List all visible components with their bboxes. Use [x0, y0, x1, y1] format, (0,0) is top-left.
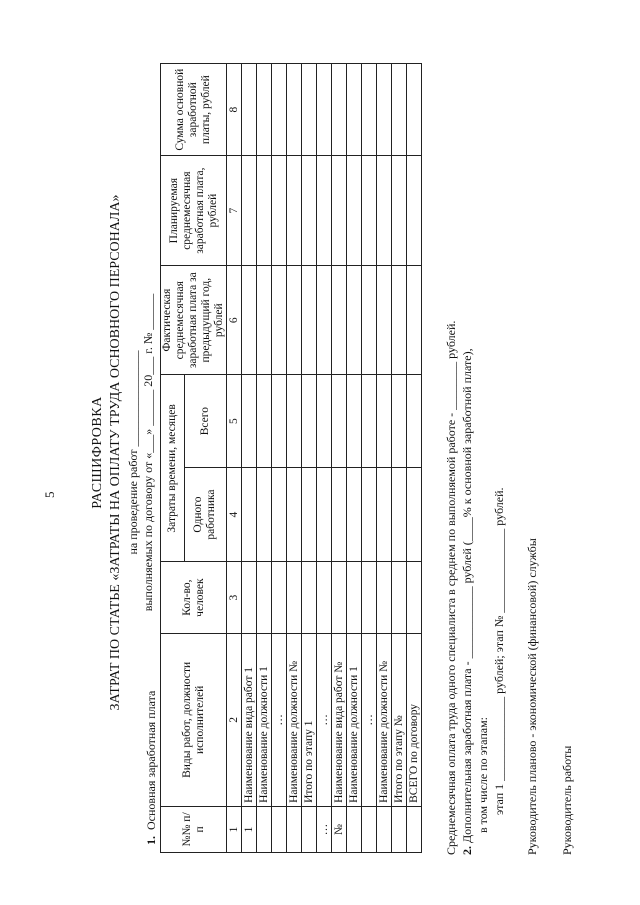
row-cell [287, 467, 302, 562]
row-cell [317, 562, 332, 634]
row-cell [407, 64, 422, 156]
stages-intro: в том числе по этапам: [476, 716, 490, 833]
row-cell [362, 156, 377, 266]
section-heading [144, 691, 159, 845]
additional-salary-text: Дополнительная заработная плата - ____________ рублей (____% к основной заработной плате), [460, 348, 474, 843]
row-cell [407, 375, 422, 467]
row-name: Итого по этапу № [392, 633, 407, 806]
row-cell [287, 156, 302, 266]
row-cell [317, 375, 332, 467]
row-number: 1 [242, 806, 257, 852]
row-name: … [272, 633, 287, 806]
table-row [392, 64, 407, 853]
table-row [272, 64, 287, 853]
table-row [257, 64, 272, 853]
row-cell [257, 265, 272, 375]
row-cell [317, 156, 332, 266]
row-cell [377, 156, 392, 266]
col-header-num: №№ п/п [161, 806, 227, 852]
row-cell [362, 467, 377, 562]
table-header-row [161, 64, 185, 853]
row-cell [377, 375, 392, 467]
table-row [287, 64, 302, 853]
row-cell [317, 467, 332, 562]
row-cell [377, 562, 392, 634]
signature-work-head: Руководитель работы [560, 745, 574, 855]
row-number [287, 806, 302, 852]
row-name: Наименование должности 1 [257, 633, 272, 806]
row-cell [287, 64, 302, 156]
row-number [272, 806, 287, 852]
table-body [242, 64, 422, 853]
row-cell [242, 467, 257, 562]
row-name: ВСЕГО по договору [407, 633, 422, 806]
col-header-time-total: Всего [184, 375, 226, 467]
row-cell [272, 265, 287, 375]
row-cell [332, 467, 347, 562]
row-cell [347, 562, 362, 634]
row-cell [332, 375, 347, 467]
doc-title: РАСШИФРОВКА [90, 396, 105, 509]
row-cell [332, 156, 347, 266]
row-number [407, 806, 422, 852]
row-cell [377, 467, 392, 562]
table-row [347, 64, 362, 853]
row-cell [242, 375, 257, 467]
col-header-sum: Сумма основной заработной платы, рублей [161, 64, 227, 156]
col-header-count: Кол-во, человек [161, 562, 227, 634]
table-row [377, 64, 392, 853]
row-cell [272, 156, 287, 266]
col-header-fact: Фактическая среднемесячная заработная плата за предыдущий год, рублей [161, 265, 227, 375]
row-cell [362, 375, 377, 467]
row-cell [332, 64, 347, 156]
additional-salary-line [460, 348, 475, 855]
row-cell [257, 562, 272, 634]
row-cell [302, 156, 317, 266]
row-cell [242, 562, 257, 634]
col-number: 6 [227, 265, 242, 375]
col-number: 2 [227, 633, 242, 806]
row-cell [347, 64, 362, 156]
doc-work-line: на проведение работ ________________ [126, 350, 140, 555]
table-row [302, 64, 317, 853]
row-number [392, 806, 407, 852]
col-number: 5 [227, 375, 242, 467]
row-cell [347, 467, 362, 562]
row-cell [257, 64, 272, 156]
table-row [332, 64, 347, 853]
row-name: Наименование должности 1 [347, 633, 362, 806]
row-cell [302, 265, 317, 375]
row-cell [407, 156, 422, 266]
row-cell [272, 562, 287, 634]
row-cell [392, 265, 407, 375]
row-name: Наименование должности № [377, 633, 392, 806]
row-number: № [332, 806, 347, 852]
row-cell [272, 64, 287, 156]
row-name: Наименование должности № [287, 633, 302, 806]
signature-finance-head: Руководитель планово - экономической (финансовой) службы [525, 538, 539, 855]
row-cell [392, 156, 407, 266]
col-number: 7 [227, 156, 242, 266]
row-cell [332, 562, 347, 634]
row-cell [347, 265, 362, 375]
row-cell [362, 265, 377, 375]
row-cell [287, 375, 302, 467]
row-cell [287, 265, 302, 375]
row-cell [302, 64, 317, 156]
row-cell [362, 64, 377, 156]
col-number: 1 [227, 806, 242, 852]
stages-line: этап 1 ______________ рублей; этап № ______________ рублей. [492, 487, 506, 815]
row-cell [392, 562, 407, 634]
row-name: Наименование вида работ № [332, 633, 347, 806]
row-cell [392, 375, 407, 467]
row-cell [242, 156, 257, 266]
col-header-plan: Планируемая среднемесячная заработная плата, рублей [161, 156, 227, 266]
row-name: … [317, 633, 332, 806]
table-row [242, 64, 257, 853]
salary-table [160, 63, 422, 853]
page-number: 5 [42, 491, 57, 498]
row-number [362, 806, 377, 852]
avg-salary-line: Среднемесячная оплата труда одного специалиста в среднем по выполняемой работе - ________ рублей. [444, 320, 458, 855]
row-cell [317, 64, 332, 156]
col-number: 3 [227, 562, 242, 634]
row-cell [347, 156, 362, 266]
row-cell [272, 467, 287, 562]
table-row [317, 64, 332, 853]
row-cell [302, 562, 317, 634]
row-cell [407, 467, 422, 562]
col-number: 4 [227, 467, 242, 562]
row-cell [377, 265, 392, 375]
row-cell [407, 562, 422, 634]
row-name: Наименование вида работ 1 [242, 633, 257, 806]
table-row [362, 64, 377, 853]
table-row [407, 64, 422, 853]
row-cell [317, 265, 332, 375]
row-cell [257, 156, 272, 266]
row-cell [392, 64, 407, 156]
col-header-time-one: Одного работника [184, 467, 226, 562]
row-cell [302, 467, 317, 562]
row-number [347, 806, 362, 852]
doc-contract-line: выполняемых по договору от «___» ______ 20___ г. № ______ [141, 293, 155, 612]
section-title: Основная заработная плата [144, 690, 158, 830]
doc-subtitle: ЗАТРАТ ПО СТАТЬЕ «ЗАТРАТЫ НА ОПЛАТУ ТРУДА ОСНОВНОГО ПЕРСОНАЛА» [108, 194, 123, 711]
row-number [302, 806, 317, 852]
row-cell [287, 562, 302, 634]
row-cell [242, 265, 257, 375]
row-number [377, 806, 392, 852]
row-cell [332, 265, 347, 375]
section2-number: 2. [460, 846, 474, 855]
row-cell [272, 375, 287, 467]
row-cell [377, 64, 392, 156]
row-name: Итого по этапу 1 [302, 633, 317, 806]
column-numbers-row [227, 64, 242, 853]
row-number: … [317, 806, 332, 852]
row-name: … [362, 633, 377, 806]
row-cell [392, 467, 407, 562]
row-number [257, 806, 272, 852]
row-cell [242, 64, 257, 156]
row-cell [257, 375, 272, 467]
row-cell [302, 375, 317, 467]
section-number: 1. [144, 836, 158, 845]
col-number: 8 [227, 64, 242, 156]
col-header-time: Затраты времени, месяцев [161, 375, 185, 562]
row-cell [257, 467, 272, 562]
row-cell [407, 265, 422, 375]
col-header-kind: Виды работ, должности исполнителей [161, 633, 227, 806]
row-cell [362, 562, 377, 634]
row-cell [347, 375, 362, 467]
